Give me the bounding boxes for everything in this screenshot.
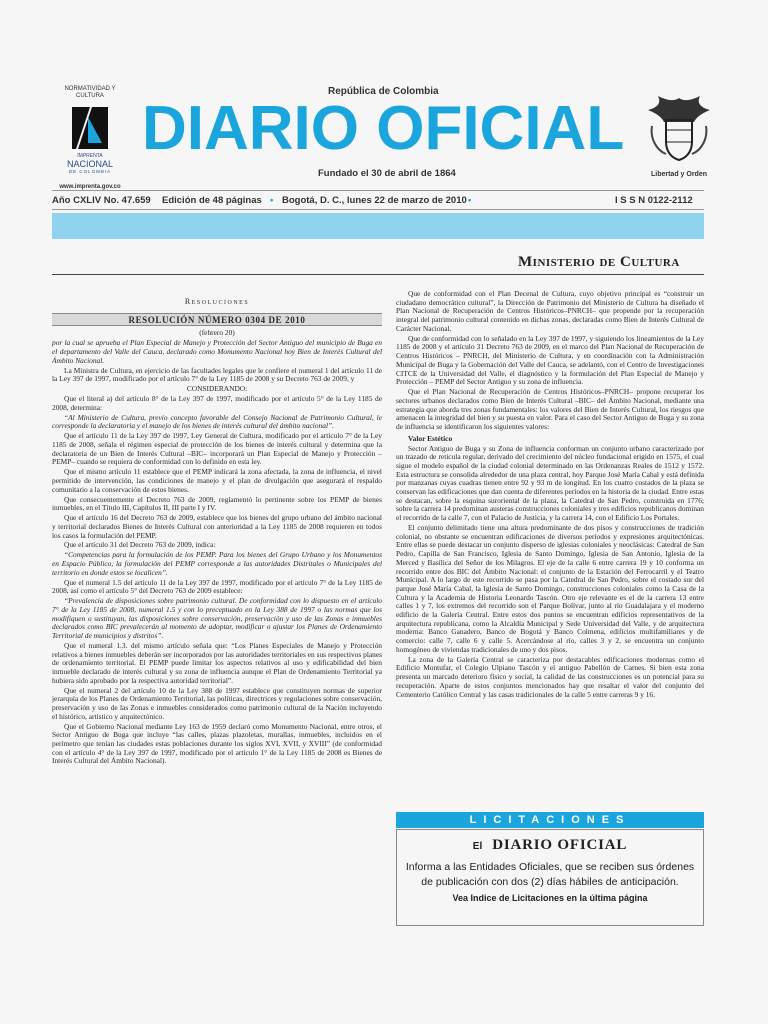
section-heading: Resoluciones (184, 297, 250, 306)
year-number: Año CXLIV No. 47.659 (52, 195, 151, 206)
notice-heading (397, 836, 703, 854)
resolution-date: (febrero 20) (199, 328, 235, 338)
issue-date: Bogotá, D. C., lunes 22 de marzo de 2010 (282, 195, 467, 206)
issue-info-bar (52, 190, 704, 210)
paragraph: Que el numeral 1.5 del artículo 11 de la Ley 397 de 1997, modificado por el artículo 7° de la Ley 1185 de 2008, así como el artículo 5° del Decreto 763 de 2009 establece: (52, 577, 382, 596)
paragraph: Sector Antiguo de Buga y su Zona de influencia conforman un conjunto urbano caracterizado por un trazado de retícula regular, derivado del crecimiento del núcleo fundacional erigido en 1575, el cual sigue el modelo español de la ciudad colonial determinado en las Ordenanzas Reales de 1512 y 1572. Esta estructura se consolida alrededor de una plaza central, hoy Parque José María Cabal y está definida por manzanas cuyas cuadras tienen entre 92 y 93 m de longitud. En los cuatro costados de la plaza se conservan las edificaciones que dan cuenta de diferentes períodos en la historia de la ciudad. Entre estas se destacan, sobre la esquina suroriental de la plaza, la Catedral de San Pedro, construida en 1776; sobre la carrera 14 predominan austeras construcciones coloniales y tres edificios republicanos dominan el recorrido de la calle 7, con el Palacio de Justicia, y la carrera 14, con el Edificio Los Portales. (396, 443, 704, 523)
issn-number: I S S N 0122-2112 (615, 195, 693, 206)
licitaciones-banner: LICITACIONES (396, 812, 704, 828)
paragraph: Que de conformidad con lo señalado en la Ley 397 de 1997, y siguiendo los lineamientos de la Ley 1185 de 2008 y el artículo 31 Decreto 763 de 2009, en el marco del Plan Nacional de Recuperación de Centros Históricos – PNRCH, del Ministerio de Cultura, y en coordinación con la Administración Municipal de Buga y la Gobernación del Valle del Cauca, se adelantó, con el Centro de Investigaciones CITCE de la Universidad del Valle, el diagnóstico y la formulación del Plan Especial de Manejo y Protección – PEMP del Sector Antiguo y su zona de influencia. (396, 333, 704, 387)
notice-line-1: Informa a las Entidades Oficiales, que se reciben sus órdenes (405, 861, 695, 873)
paragraph: Que el artículo 31 del Decreto 763 de 2009, indica: (64, 540, 216, 550)
paragraph: Que de conformidad con el Plan Decenal de Cultura, cuyo objetivo principal es “construir un ciudadano democrático cultural”, la Dirección de Patrimonio del Ministerio de Cultura ha diseñado el Plan Nacional de Recuperación de Centros Históricos–PNRCH– que propende por la recuperación integral del patrimonio cultural contenido en dichas zonas, declaradas como Bien de Interés Cultural de Carácter Nacional. (396, 290, 704, 333)
fundado-label: Fundado el 30 de abril de 1864 (318, 168, 456, 179)
left-column (52, 290, 382, 944)
paragraph: Que el artículo 11 de la Ley 397 de 1997, Ley General de Cultura, modificado por el artículo 7° de la Ley 1185 de 2008, señala el régimen especial de protección de los bienes de interés cultural y determina que la declaratoria de un Bien de Interés Cultural –BIC– incorporará un Plan Especial de Manejo y Protección –PEMP– cuando se requiera de conformidad con lo definido en esta ley. (52, 431, 382, 467)
paragraph: Que el numeral 2 del artículo 10 de la Ley 388 de 1997 establece que constituyen normas de superior jerarquía de los Planes de Ordenamiento Territorial, las políticas, directrices y regulaciones sobre conservación, preservación y uso de las Zonas e inmuebles considerados como patrimonio cultural de la Nación incluyendo el histórico, artístico y arquitectónico. (52, 685, 382, 721)
considerando-heading: CONSIDERANDO: (186, 384, 248, 394)
quote-paragraph: “Prevalencia de disposiciones sobre patrimonio cultural. De conformidad con lo dispuesto en el artículo 7° de la Ley 1185 de 2008, numeral 1.5 y con lo preceptuado en la Ley 388 de 1997 o las normas que los modifiquen o sustituyan, las disposiciones sobre conservación, preservación y uso de las Zonas e inmuebles declarados como BIC prevalecerán al momento de adoptar, modificar o ajustar los Planes de Ordenamiento Territorial de municipios y distritos”. (52, 596, 382, 641)
resolution-title: RESOLUCIÓN NÚMERO 0304 DE 2010 (52, 313, 382, 327)
paragraph: Que el numeral 1.3. del mismo artículo señala que: “Los Planes Especiales de Manejo y Protección relativos a bienes inmuebles deberán ser incorporados por las autoridades territoriales en sus respectivos planes de ordenamiento territorial. El PEMP puede limitar los aspectos relativos al uso y edificabilidad del bien inmueble declarado de interés cultural y su zona de influencia aunque el Plan de Ordenamiento Territorial ya hubiera sido aprobado por la respectiva autoridad territorial”. (52, 640, 382, 685)
paragraph: Que el literal a) del artículo 8° de la Ley 397 de 1997, modificado por el artículo 5° de la Ley 1185 de 2008, determina: (52, 394, 382, 412)
divider (52, 274, 704, 275)
republica-label: República de Colombia (328, 86, 439, 97)
paragraph: La Ministra de Cultura, en ejercicio de las facultades legales que le confiere el numeral 1 del artículo 11 de la Ley 397 de 1997, modificado por el artículo 7° de la Ley 1185 de 2008 y su Decreto 763 de 2009, y (52, 365, 382, 384)
notice-footer: Vea Indice de Licitaciones en la última página (452, 893, 648, 903)
notice-line-2: de publicación con dos (2) días hábiles de anticipación. (421, 876, 679, 888)
separator-dot: • (270, 195, 274, 206)
paragraph: Que el Gobierno Nacional mediante Ley 163 de 1959 declaró como Monumento Nacional, entre otros, el Sector Antiguo de Buga que incluye “las calles, plazas plazoletas, murallas, inmuebles, incluidos en el perímetro que tenían las ciudades estas poblaciones durante los siglos XVI, XVII, y XVIII” (de conformidad con el artículo 4° de la Ley 397 de 1997, modificado por el artículo 1° de la Ley 1185 de 2008 es Bienes de Interés Cultural del Ámbito Nacional). (52, 721, 382, 766)
motto-label: Libertad y Orden (650, 171, 707, 178)
paragraph: Que el mismo artículo 11 establece que el PEMP indicará la zona afectada, la zona de influencia, el nivel permitido de intervención, las condiciones de manejo y el plan de divulgación que asegurará el respaldo comunitario a la conservación de estos bienes. (52, 467, 382, 494)
subheading-valor-estetico: Valor Estético (408, 433, 453, 443)
paragraph: El conjunto delimitado tiene una altura predominante de dos pisos y construcciones de tradición colonial, no obstante se encuentran edificaciones de diversos períodos y expresiones arquitectónicas. Entre ellas se puede destacar un conjunto disperso de iglesias coloniales y neoclásicas: Catedral de San Pedro, Capilla de San Francisco, Iglesia de Santo Domingo, Iglesia de San Antonio, Iglesia de la Merced y Basílica del Señor de los Milagros. El eje de la calle 6 entre carrera 19 y 10 conforma un recorrido entre dos BIC del Ámbito Nacional: el conjunto de la Estación del Ferrocarril y el Teatro Municipal. A lo largo de este recorrido se pasa por la Catedral de San Pedro, sobre el costado sur del parque José María Cabal, la Iglesia de Santo Domingo, construcciones coloniales como la Casa de la Cultura y la Academia de Historia Leonardo Tascón. Otro eje relevante es el de la carrera 13 entre calles 1 y 7, los extremos del recorrido son el Parque Bolívar, junto al río Guadalajara y el moderno edificio de la Galería Central. Entre estos dos puntos se encuentran edificios representativos de la arquitectura republicana, como la Alcaldía Municipal y Sede Universidad del Valle, y de arquitectura moderna: Banco Ganadero, Banco de Bogotá y Banco Colmena, edificios multifamiliares y de comercio: calle 7, calle 6 y calle 5. Acercándose al río, calles 3 y 2, se encuentra un conjunto homogéneo de viviendas tradicionales de uno y dos pisos. (396, 523, 704, 654)
newspaper-title: DIARIO OFICIAL (142, 94, 625, 163)
logo-top-text: NORMATIVIDAD Y CULTURA (64, 86, 116, 99)
paragraph: Que consecuentemente el Decreto 763 de 2009, reglamentó lo pertinente sobre los PEMP de bienes inmuebles, en el Título III, Capítulos II, III parte I y IV. (52, 494, 382, 513)
edition-pages: Edición de 48 páginas (162, 195, 262, 206)
condor-shield-icon (644, 92, 714, 164)
notice-diario-oficial: DIARIO OFICIAL (492, 837, 628, 853)
quote-paragraph: “Al Ministerio de Cultura, previo concepto favorable del Consejo Nacional de Patrimonio Cultural, le corresponde la declaratoria y el manejo de los bienes de interés cultural del ámbito nacional”. (52, 412, 382, 431)
separator-dot: • (468, 195, 472, 206)
imprenta-emblem-icon (68, 103, 112, 153)
imprenta-nacional-logo (52, 86, 128, 190)
notice-body (397, 860, 703, 890)
paragraph: Que el Plan Nacional de Recuperación de Centros Históricos–PNRCH– propone recuperar los sectores urbanos declarados como Bien de Interés Cultural –BIC– del Ámbito Nacional, mediante una estrategia que aborda tres zonas fundamentales: los valores del Bien de Interés Cultural, los riesgos que amenacen la integridad del bien y su puesta en valor. Para el caso del Sector Antiguo de Buga y su zona de influencia se identificaron los siguientes valores: (396, 387, 704, 431)
website-link[interactable]: www.imprenta.gov.co (59, 184, 121, 190)
paragraph: Que el artículo 16 del Decreto 763 de 2009, establece que los bienes del grupo urbano del ámbito nacional y territorial declarados Bienes de Interés Cultural con anterioridad a la Ley 1185 de 2008 requieren en todos los casos la formulación del PEMP. (52, 513, 382, 540)
resolution-summary: por la cual se aprueba el Plan Especial de Manejo y Protección del Sector Antiguo del municipio de Buga en el departamento del Valle del Cauca, declarado como Monumento Nacional hoy Bien de Interés Cultural del Ámbito Nacional. (52, 338, 382, 365)
logo-nacional-text: NACIONAL (66, 159, 113, 169)
quote-paragraph: “Competencias para la formulación de los PEMP. Para los bienes del Grupo Urbano y los Monumentos en Espacio Público, la formulación del PEMP corresponde a las autoridades Distritales o Municipales del territorio en donde estos se localicen”. (52, 550, 382, 577)
decorative-band (52, 213, 704, 239)
coat-of-arms-emblem (638, 92, 720, 182)
logo-colombia-text: DE COLOMBIA (68, 169, 112, 174)
paragraph: La zona de la Galería Central se caracteriza por destacables edificaciones modernas como el Edificio Montufar, el Colegio Ulpiano Tascón y el antiguo Pabellón de Carnes. Si bien esta zona presenta un marcado deterioro físico y social, la calidad de las construcciones es un potencial para su recuperación. Aparte de estos conjuntos mencionados hay que resaltar el valor del conjunto del Cementerio Católico Central y las casas tradicionales de la calle 5 entre carreras 9 y 16. (396, 654, 704, 699)
right-column (396, 290, 704, 810)
notice-el: El (472, 841, 483, 852)
logo-imprenta-text: IMPRENTA (77, 153, 103, 159)
licitaciones-notice (396, 829, 704, 926)
ministry-heading: Ministerio de Cultura (518, 254, 680, 270)
